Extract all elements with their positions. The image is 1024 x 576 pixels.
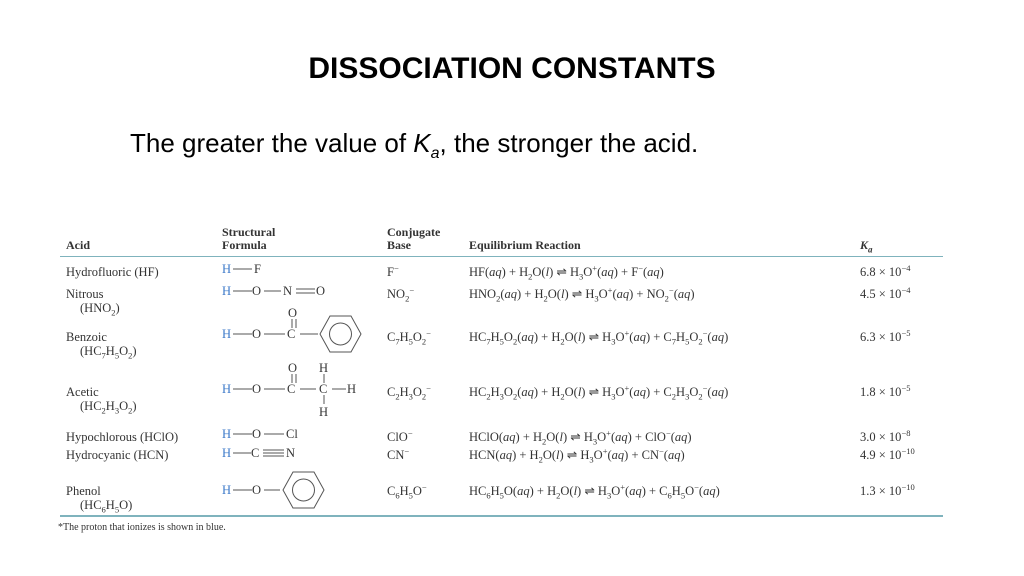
acid-formula: $(HC_2H_3O_2)$ [80, 399, 137, 416]
atom-hclo-1: O [252, 427, 262, 441]
atom-benzoic-2: C [287, 327, 296, 341]
atom-hcn-1: C [251, 446, 260, 460]
atom-hclo-2: Cl [286, 427, 298, 441]
page-title: DISSOCIATION CONSTANTS [308, 52, 716, 85]
atom-hno2-3: O [316, 284, 326, 298]
header-ka: $K_a$ [860, 238, 873, 255]
conjugate-base: CN− [387, 445, 410, 462]
acid-formula: $(HNO_2)$ [80, 301, 120, 318]
atom-acetic-7: H [347, 382, 357, 396]
ka-value: $1.3 \times 10^{-10}$ [860, 481, 915, 498]
acid-name: Hydrofluoric (HF) [66, 265, 159, 279]
acid-name: Nitrous [66, 287, 104, 301]
acid-name: Hydrocyanic (HCN) [66, 448, 169, 462]
ka-value: $6.8 \times 10^{-4}$ [860, 262, 911, 279]
atom-acetic-3: O [288, 361, 298, 375]
atom-hno2-0: H [222, 284, 232, 298]
atom-acetic-4: C [319, 382, 328, 396]
atom-hf-0: H [222, 262, 232, 276]
conjugate-base: $NO_2^-$ [387, 284, 415, 304]
header-equilibrium: Equilibrium Reaction [469, 238, 581, 252]
header-structural-line1: Structural [222, 225, 276, 239]
atom-hcn-0: H [222, 446, 232, 460]
atom-acetic-2: C [287, 382, 296, 396]
acid-name: Benzoic [66, 330, 107, 344]
acid-name: Acetic [66, 385, 99, 399]
acid-formula: $(HC_6H_5O)$ [80, 498, 133, 515]
equilibrium-reaction: HClO(aq) + $H_2O(l)$ ⇌ $H_3O^+(aq) + ClO^-(aq)$ [469, 427, 692, 447]
atom-acetic-5: H [319, 361, 329, 375]
atom-benzoic-0: H [222, 327, 232, 341]
subtitle-post: , the stronger the acid. [439, 128, 699, 158]
acid-name: Phenol [66, 484, 101, 498]
equilibrium-reaction: $HCN(aq) + H_2O(l)$ ⇌ $H_3O^+(aq) + CN^-(aq)$ [469, 445, 685, 465]
atom-hclo-0: H [222, 427, 232, 441]
ka-value: $4.9 \times 10^{-10}$ [860, 445, 915, 462]
conjugate-base: ClO− [387, 427, 413, 444]
conjugate-base: $C_2H_3O_2^-$ [387, 382, 431, 402]
atom-hf-1: F [254, 262, 261, 276]
atom-benzoic-3: O [288, 306, 298, 320]
ka-value: $1.8 \times 10^{-5}$ [860, 382, 911, 399]
header-conjugate-line1: Conjugate [387, 225, 441, 239]
bottom-rule [60, 515, 943, 517]
acid-name: Hypochlorous (HClO) [66, 430, 179, 444]
atom-acetic-1: O [252, 382, 262, 396]
conjugate-base: $C_6H_5O^-$ [387, 481, 427, 501]
atom-phenol-0: H [222, 483, 232, 497]
header-acid: Acid [66, 238, 90, 252]
atom-hno2-2: N [283, 284, 293, 298]
ka-value: $6.3 \times 10^{-5}$ [860, 327, 911, 344]
acid-formula: $(HC_7H_5O_2)$ [80, 344, 137, 361]
equilibrium-reaction: $HC_2H_3O_2(aq) + H_2O(l)$ ⇌ $H_3O^+(aq) + C_2H_3O_2^-(aq)$ [469, 382, 729, 402]
atom-hno2-1: O [252, 284, 262, 298]
conjugate-base: $C_7H_5O_2^-$ [387, 327, 431, 347]
atom-phenol-1: O [252, 483, 262, 497]
equilibrium-reaction: $HC_7H_5O_2(aq) + H_2O(l)$ ⇌ $H_3O^+(aq) + C_7H_5O_2^-(aq)$ [469, 327, 729, 347]
header-structural-line2: Formula [222, 238, 267, 252]
atom-hcn-2: N [286, 446, 296, 460]
atom-benzoic-1: O [252, 327, 262, 341]
conjugate-base: F− [387, 262, 399, 279]
atom-acetic-0: H [222, 382, 232, 396]
ka-value: $3.0 \times 10^{-8}$ [860, 427, 911, 444]
table-footnote: *The proton that ionizes is shown in blue. [58, 522, 226, 533]
equilibrium-reaction: $HC_6H_5O(aq) + H_2O(l)$ ⇌ $H_3O^+(aq) + C_6H_5O^-(aq)$ [469, 481, 720, 501]
equilibrium-reaction: $HNO_2(aq) + H_2O(l)$ ⇌ $H_3O^+(aq) + NO_2^-(aq)$ [469, 284, 695, 304]
ka-value: $4.5 \times 10^{-4}$ [860, 284, 911, 301]
subtitle-pre: The greater the value of [130, 128, 414, 158]
header-conjugate-line2: Base [387, 238, 411, 252]
ka-subscript: a [430, 145, 440, 163]
atom-acetic-6: H [319, 405, 329, 419]
equilibrium-reaction: $HF(aq) + H_2O(l)$ ⇌ $H_3O^+(aq) + F^-(aq)$ [469, 262, 664, 282]
ka-symbol: K [413, 128, 431, 158]
